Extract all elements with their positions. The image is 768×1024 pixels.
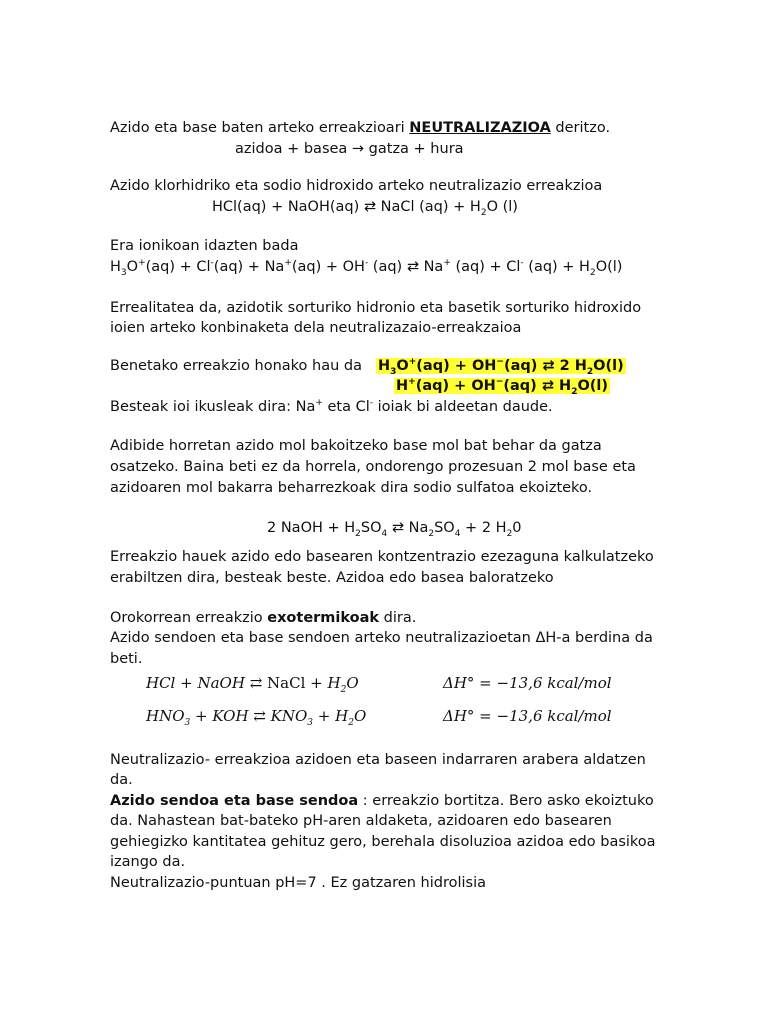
eq-part: 0 xyxy=(512,520,522,536)
eq-sup: − xyxy=(496,357,504,368)
eq-part: (aq) ⇄ 2 H xyxy=(503,358,587,374)
reality-line-2: ioien arteko konbinaketa dela neutralizazaio-erreakzaioa xyxy=(110,320,522,336)
spect-sup: + xyxy=(315,398,323,409)
ionic-part: (aq) + OH xyxy=(291,259,365,275)
eq-part: O xyxy=(396,358,409,374)
eq-part: (aq) + OH xyxy=(416,358,497,374)
math-row-2-enthalpy: ΔH° = −13,6 kcal/mol xyxy=(443,707,612,725)
eq-part: 2 NaOH + H xyxy=(267,520,356,536)
eq-sup: + xyxy=(408,377,416,388)
math-part: O xyxy=(346,674,359,692)
math-part: HCl + NaOH xyxy=(146,674,245,692)
strength-line-1: Neutralizazio- erreakzioa azidoen eta baseen indarraren arabera aldatzen xyxy=(110,752,646,768)
spectator-ions-line xyxy=(110,397,553,417)
math-row-1-lhs xyxy=(146,673,359,693)
spect-part: eta Cl xyxy=(322,399,370,415)
ionic-part: (aq) ⇄ Na xyxy=(368,259,444,275)
real-reaction-eq-2 xyxy=(394,376,610,396)
reality-line-1: Errealitatea da, azidotik sorturiko hidronio eta basetik sorturiko hidroxido xyxy=(110,300,642,316)
spect-part: Besteak ioi ikusleak dira: Na xyxy=(110,399,316,415)
ionic-sub: 3 xyxy=(120,267,127,278)
ionic-part: (aq) + Cl xyxy=(145,259,211,275)
eq-part: H xyxy=(378,358,391,374)
eq-sub: 3 xyxy=(390,366,397,377)
eq-sub: 2 xyxy=(571,386,578,397)
strength-text: : erreakzio bortitza. Bero asko ekoiztuko xyxy=(358,793,654,809)
exo-line-1 xyxy=(110,608,416,628)
example-line-2: osatzeko. Baina beti ez da horrela, ondorengo prozesuan 2 mol base eta xyxy=(110,459,636,475)
usage-line-2: erabiltzen dira, besteak beste. Azidoa edo basea baloratzeko xyxy=(110,570,554,586)
example-line-1: Adibide horretan azido mol bakoitzeko base mol bat behar da gatza xyxy=(110,438,602,454)
strength-line-3 xyxy=(110,791,654,811)
eq-part: ⇄ Na xyxy=(387,520,429,536)
math-arrow: ⇄ xyxy=(249,674,263,692)
strength-line-2: da. xyxy=(110,772,133,788)
ionic-part: O xyxy=(126,259,139,275)
eq-sub: 4 xyxy=(454,528,461,539)
math-part: O xyxy=(353,707,367,725)
math-part: + H xyxy=(313,707,349,725)
hcl-eq-left: HCl(aq) + NaOH(aq) ⇄ NaCl (aq) + H xyxy=(212,199,481,215)
exo-text-end: dira. xyxy=(379,610,417,626)
exo-text: Orokorrean erreakzio xyxy=(110,610,268,626)
exothermic-term: exotermikoak xyxy=(267,610,380,626)
eq-part: H xyxy=(396,378,409,394)
strength-line-6: izango da. xyxy=(110,854,186,870)
eq-sub: 4 xyxy=(381,528,388,539)
eq-sup: − xyxy=(495,377,504,388)
eq-part: SO xyxy=(434,520,455,536)
math-row-2-lhs xyxy=(146,706,366,726)
eq-part: O(l) xyxy=(577,378,609,394)
ionic-part: (aq) + Cl xyxy=(450,259,521,275)
usage-line-1: Erreakzio hauek azido edo basearen kontzentrazio ezezaguna kalkulatzeko xyxy=(110,549,654,565)
math-part: HNO xyxy=(146,707,185,725)
neutralization-term: NEUTRALIZAZIOA xyxy=(409,120,551,136)
spect-part: ioiak bi aldeetan daude. xyxy=(373,399,553,415)
strength-line-5: gehiegizko kantitatea gehituz gero, berehala disoluzioa azidoa edo basikoa xyxy=(110,834,656,850)
intro-text-end: deritzo. xyxy=(550,120,611,136)
spect-sup: - xyxy=(369,398,374,409)
hcl-equation xyxy=(212,197,518,217)
ionic-heading: Era ionikoan idazten bada xyxy=(110,238,299,254)
hcl-eq-right: O (l) xyxy=(486,199,518,215)
ionic-part: (aq) + H xyxy=(523,259,590,275)
ionic-part: H xyxy=(110,259,121,275)
ionic-equation xyxy=(110,257,622,277)
strong-acid-base-term: Azido sendoa eta base sendoa xyxy=(110,793,359,809)
ionic-part: (aq) + Na xyxy=(213,259,285,275)
hcl-heading: Azido klorhidriko eta sodio hidroxido arteko neutralizazio erreakzioa xyxy=(110,178,603,194)
ionic-sub: 2 xyxy=(589,267,596,278)
ionic-sup: + xyxy=(443,258,451,269)
ionic-sup: - xyxy=(520,258,524,269)
real-reaction-eq-1 xyxy=(376,356,626,376)
eq-part: SO xyxy=(360,520,382,536)
math-sub: 3 xyxy=(307,718,314,728)
intro-text: Azido eta base baten arteko erreakzioari xyxy=(110,120,410,136)
real-reaction-label: Benetako erreakzio honako hau da xyxy=(110,358,362,374)
general-equation: azidoa + basea → gatza + hura xyxy=(235,141,464,157)
ionic-sup: + xyxy=(284,258,292,269)
math-sub: 3 xyxy=(184,718,191,728)
intro-line xyxy=(110,118,610,138)
ionic-sup: - xyxy=(210,258,214,269)
eq-part: + 2 H xyxy=(460,520,507,536)
highlighted-equation xyxy=(394,377,610,397)
math-row-1-enthalpy: ΔH° = −13,6 kcal/mol xyxy=(443,674,612,692)
math-part: NaCl xyxy=(267,674,306,692)
math-sub: 2 xyxy=(348,718,354,728)
strength-line-4: da. Nahastean bat-bateko pH-aren aldaketa, azidoaren edo basearen xyxy=(110,813,612,829)
strength-line-7: Neutralizazio-puntuan pH=7 . Ez gatzaren hidrolisia xyxy=(110,875,486,891)
eq-part: (aq) + OH xyxy=(415,378,496,394)
ionic-sup: - xyxy=(364,258,369,269)
math-part: + KOH ⇄ KNO xyxy=(190,707,308,725)
ionic-part: O(l) xyxy=(595,259,623,275)
eq-sup: + xyxy=(408,357,417,368)
eq-sub: 2 xyxy=(428,528,435,539)
exo-line-2: Azido sendoen eta base sendoen arteko neutralizazioetan ΔH-a berdina da xyxy=(110,630,653,646)
highlighted-equation xyxy=(376,357,626,377)
eq-part: (aq) ⇄ H xyxy=(503,378,572,394)
math-sub: 2 xyxy=(340,685,347,695)
hcl-eq-sub: 2 xyxy=(480,207,487,218)
eq-part: O(l) xyxy=(593,358,624,374)
eq-sub: 2 xyxy=(506,528,513,539)
eq-sub: 2 xyxy=(586,366,594,377)
example-line-3: azidoaren mol bakarra beharrezkoak dira sodio sulfatoa ekoizteko. xyxy=(110,480,593,496)
exo-line-3: beti. xyxy=(110,651,143,667)
eq-sub: 2 xyxy=(355,528,361,539)
math-part: + H xyxy=(310,674,341,692)
ionic-sup: + xyxy=(138,258,146,269)
sulfate-equation xyxy=(267,518,522,538)
